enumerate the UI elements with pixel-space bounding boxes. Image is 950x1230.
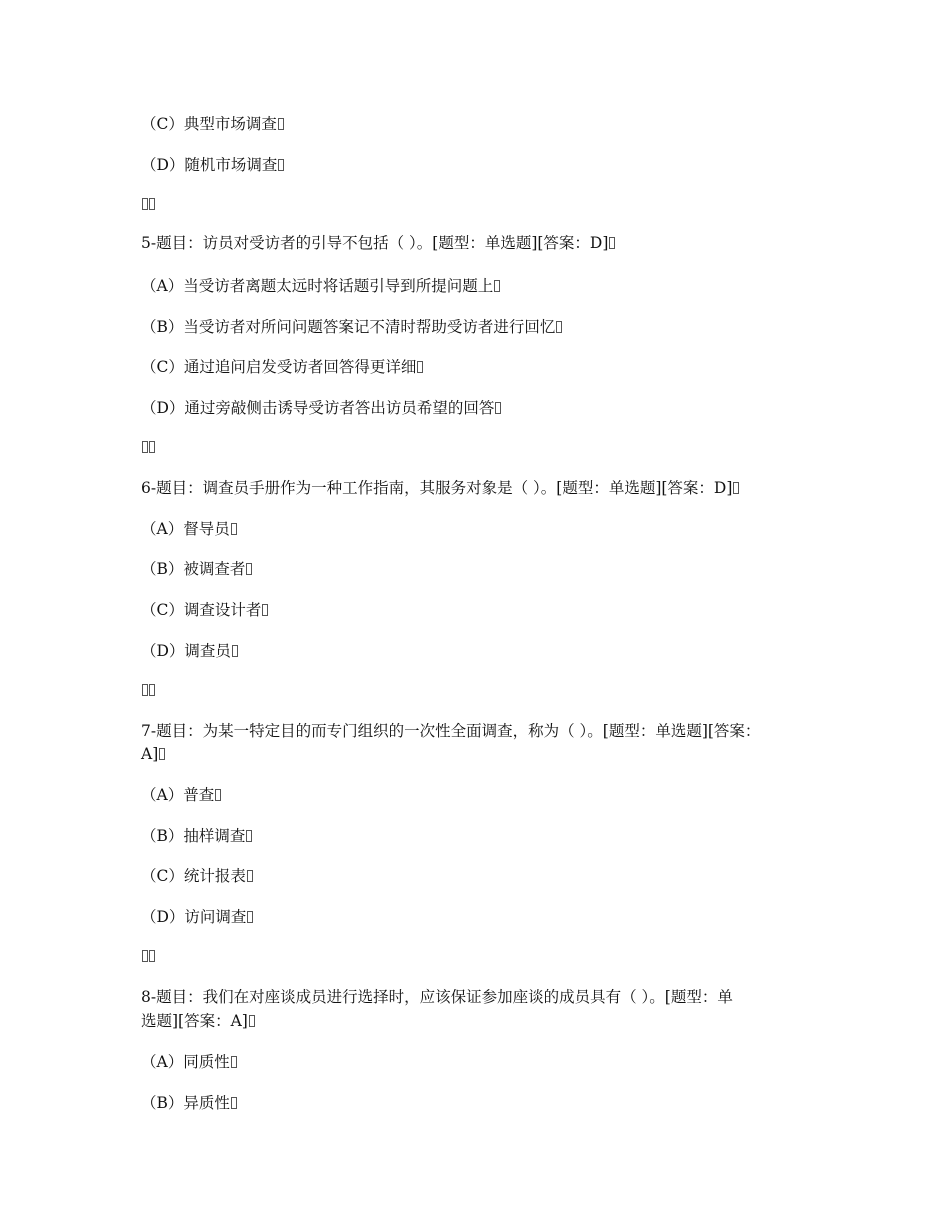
question-text: 7-题目：为某一特定目的而专门组织的一次性全面调查，称为（ ）。[题型：单选题][答案：	[141, 722, 761, 740]
paragraph-mark-icon	[278, 159, 284, 171]
line-text: （B）被调查者	[141, 560, 246, 578]
question-text: 8-题目：我们在对座谈成员进行选择时，应该保证参加座谈的成员具有（ ）。[题型：单	[141, 988, 733, 1006]
paragraph-mark-icon	[149, 441, 155, 453]
paragraph-mark-icon	[494, 280, 500, 292]
line-text: （A）当受访者离题太远时将话题引导到所提问题上	[141, 277, 494, 295]
paragraph-mark-icon	[231, 523, 237, 535]
paragraph-mark-icon	[556, 321, 562, 333]
line-text: （D）通过旁敲侧击诱导受访者答出访员希望的回答	[141, 399, 495, 417]
line-text: （D）调查员	[141, 642, 231, 660]
line-text: （C）调查设计者	[141, 601, 262, 619]
question-7-continued	[141, 744, 821, 764]
question-8-continued	[141, 1011, 821, 1031]
paragraph-mark-icon	[142, 441, 148, 453]
paragraph-mark-icon	[232, 645, 238, 657]
question-6	[141, 478, 821, 498]
option-d-q7	[141, 907, 821, 927]
option-b-q8	[141, 1093, 821, 1113]
paragraph-mark-icon	[215, 789, 221, 801]
question-5	[141, 233, 821, 253]
line-text: （A）同质性	[141, 1053, 230, 1071]
paragraph-mark-icon	[149, 950, 155, 962]
option-d-q4	[141, 155, 821, 175]
paragraph-mark-icon	[231, 1056, 237, 1068]
question-text: 选题][答案：A]	[141, 1012, 248, 1030]
question-text: A]	[141, 745, 159, 763]
line-text: （A）督导员	[141, 520, 230, 538]
option-a-q5	[141, 276, 821, 296]
option-d-q5	[141, 398, 821, 418]
line-text: （D）访问调查	[141, 908, 247, 926]
paragraph-mark-icon	[249, 1015, 255, 1027]
line-text: （C）统计报表	[141, 867, 246, 885]
line-text: （B）抽样调查	[141, 827, 246, 845]
paragraph-mark-icon	[278, 118, 284, 130]
line-text: （C）通过追问启发受访者回答得更详细	[141, 358, 417, 376]
paragraph-mark-icon	[417, 361, 423, 373]
question-7	[141, 721, 821, 741]
question-text: 6-题目：调查员手册作为一种工作指南，其服务对象是（ ）。[题型：单选题][答案：D]	[141, 479, 733, 497]
paragraph-mark-icon	[733, 482, 739, 494]
option-a-q8	[141, 1052, 821, 1072]
line-text: （B）异质性	[141, 1094, 230, 1112]
option-b-q6	[141, 559, 821, 579]
blank-line	[141, 946, 821, 966]
paragraph-mark-icon	[247, 911, 253, 923]
paragraph-mark-icon	[149, 684, 155, 696]
paragraph-mark-icon	[247, 870, 253, 882]
option-c-q6	[141, 600, 821, 620]
paragraph-mark-icon	[142, 950, 148, 962]
paragraph-mark-icon	[149, 198, 155, 210]
line-text: （C）典型市场调查	[141, 115, 277, 133]
option-b-q7	[141, 826, 821, 846]
paragraph-mark-icon	[159, 748, 165, 760]
option-d-q6	[141, 641, 821, 661]
option-c-q7	[141, 866, 821, 886]
option-c-q4	[141, 114, 821, 134]
question-8	[141, 987, 821, 1007]
question-text: 5-题目：访员对受访者的引导不包括（ ）。[题型：单选题][答案：D]	[141, 234, 609, 252]
paragraph-mark-icon	[262, 604, 268, 616]
blank-line	[141, 194, 821, 214]
paragraph-mark-icon	[142, 198, 148, 210]
line-text: （B）当受访者对所问问题答案记不清时帮助受访者进行回忆	[141, 318, 556, 336]
paragraph-mark-icon	[246, 830, 252, 842]
line-text: （A）普查	[141, 786, 215, 804]
option-c-q5	[141, 357, 821, 377]
option-a-q7	[141, 785, 821, 805]
paragraph-mark-icon	[495, 402, 501, 414]
option-b-q5	[141, 317, 821, 337]
line-text: （D）随机市场调查	[141, 156, 278, 174]
paragraph-mark-icon	[142, 684, 148, 696]
blank-line	[141, 437, 821, 457]
paragraph-mark-icon	[609, 237, 615, 249]
paragraph-mark-icon	[246, 563, 252, 575]
paragraph-mark-icon	[231, 1097, 237, 1109]
option-a-q6	[141, 519, 821, 539]
blank-line	[141, 680, 821, 700]
